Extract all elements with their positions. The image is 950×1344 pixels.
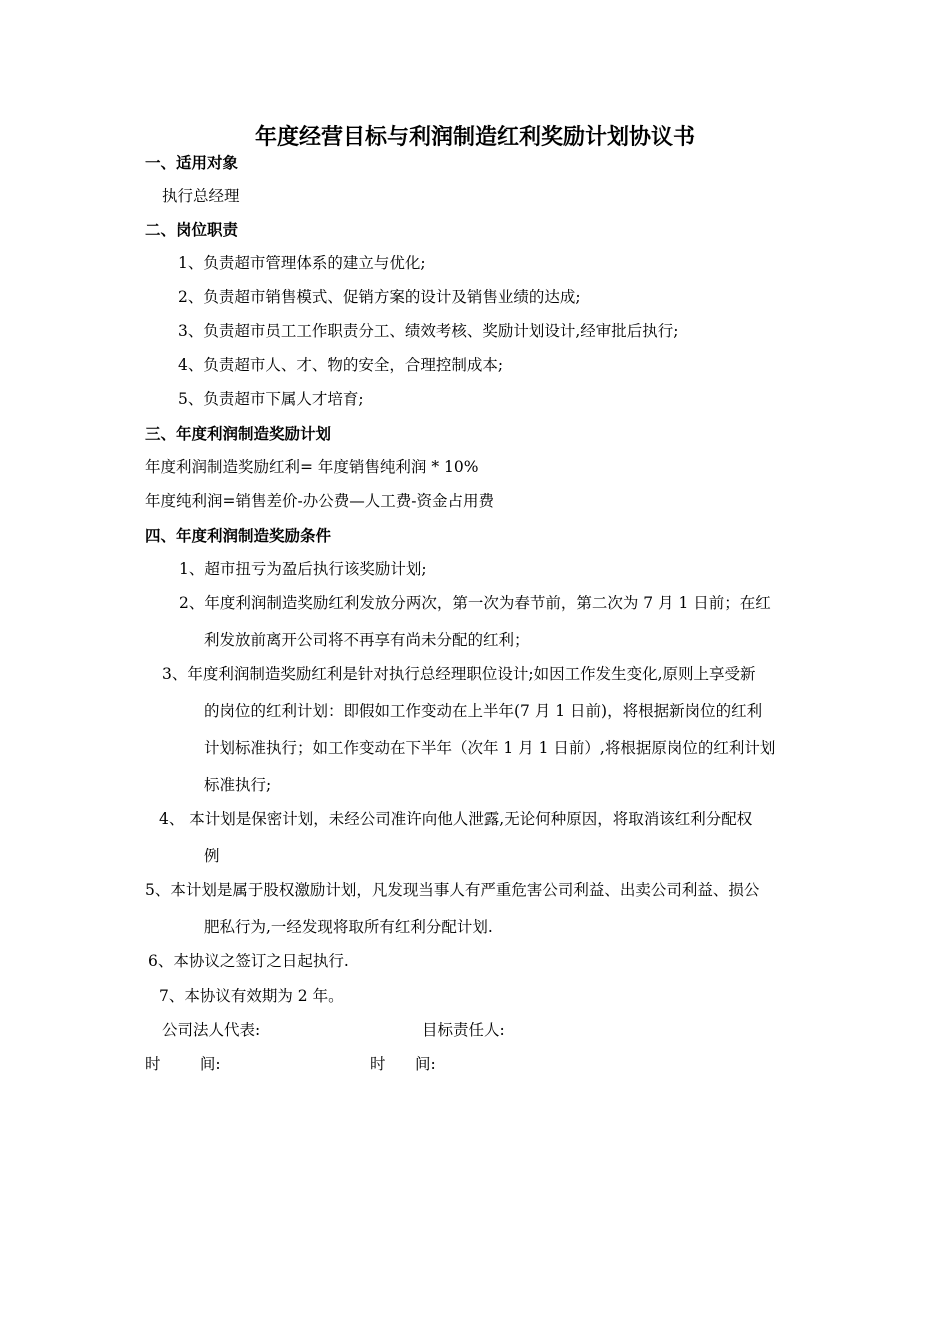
condition-item-4-line-1: 4、 本计划是保密计划，未经公司准许向他人泄露,无论何种原因，将取消该红利分配权 xyxy=(159,810,753,828)
condition-item-6: 6、本协议之签订之日起执行. xyxy=(148,952,349,970)
company-representative-label: 公司法人代表: xyxy=(162,1021,261,1039)
condition-item-4-line-2: 例 xyxy=(204,847,220,865)
condition-item-7: 7、本协议有效期为 2 年。 xyxy=(159,987,344,1005)
bonus-formula: 年度利润制造奖励红利= 年度销售纯利润 * 10% xyxy=(145,458,479,476)
condition-item-2-line-2: 利发放前离开公司将不再享有尚未分配的红利； xyxy=(204,631,530,649)
target-responsible-label: 目标责任人: xyxy=(422,1021,505,1039)
condition-item-3-line-2: 的岗位的红利计划：即假如工作变动在上半年(7 月 1 日前)，将根据新岗位的红利 xyxy=(204,702,763,720)
time-label-right: 时 间: xyxy=(370,1055,436,1073)
duty-item-3: 3、负责超市员工工作职责分工、绩效考核、奖励计划设计,经审批后执行; xyxy=(178,322,679,340)
duty-item-2: 2、负责超市销售模式、促销方案的设计及销售业绩的达成; xyxy=(178,288,581,306)
section-3-heading: 三、年度利润制造奖励计划 xyxy=(145,425,332,443)
condition-item-2-line-1: 2、年度利润制造奖励红利发放分两次，第一次为春节前，第二次为 7 月 1 日前；在红 xyxy=(179,594,771,612)
time-label-left: 时 间: xyxy=(145,1055,221,1073)
section-1-body: 执行总经理 xyxy=(162,187,240,205)
duty-item-1: 1、负责超市管理体系的建立与优化; xyxy=(178,254,426,272)
net-profit-formula: 年度纯利润=销售差价-办公费—人工费-资金占用费 xyxy=(145,492,494,510)
condition-item-3-line-4: 标准执行; xyxy=(204,776,272,794)
condition-item-1: 1、超市扭亏为盈后执行该奖励计划; xyxy=(179,560,427,578)
condition-item-3-line-3: 计划标准执行；如工作变动在下半年（次年 1 月 1 日前）,将根据原岗位的红利计划 xyxy=(204,739,776,757)
document-title: 年度经营目标与利润制造红利奖励计划协议书 xyxy=(254,125,695,150)
duty-item-5: 5、负责超市下属人才培育; xyxy=(178,390,364,408)
section-4-heading: 四、年度利润制造奖励条件 xyxy=(145,527,332,545)
duty-item-4: 4、负责超市人、才、物的安全，合理控制成本; xyxy=(178,356,504,374)
condition-item-3-line-1: 3、年度利润制造奖励红利是针对执行总经理职位设计;如因工作发生变化,原则上享受新 xyxy=(162,665,756,683)
section-2-heading: 二、岗位职责 xyxy=(145,221,239,239)
condition-item-5-line-1: 5、本计划是属于股权激励计划，凡发现当事人有严重危害公司利益、出卖公司利益、损公 xyxy=(145,881,760,899)
section-1-heading: 一、适用对象 xyxy=(145,154,239,172)
condition-item-5-line-2: 肥私行为,一经发现将取所有红利分配计划. xyxy=(204,918,493,936)
